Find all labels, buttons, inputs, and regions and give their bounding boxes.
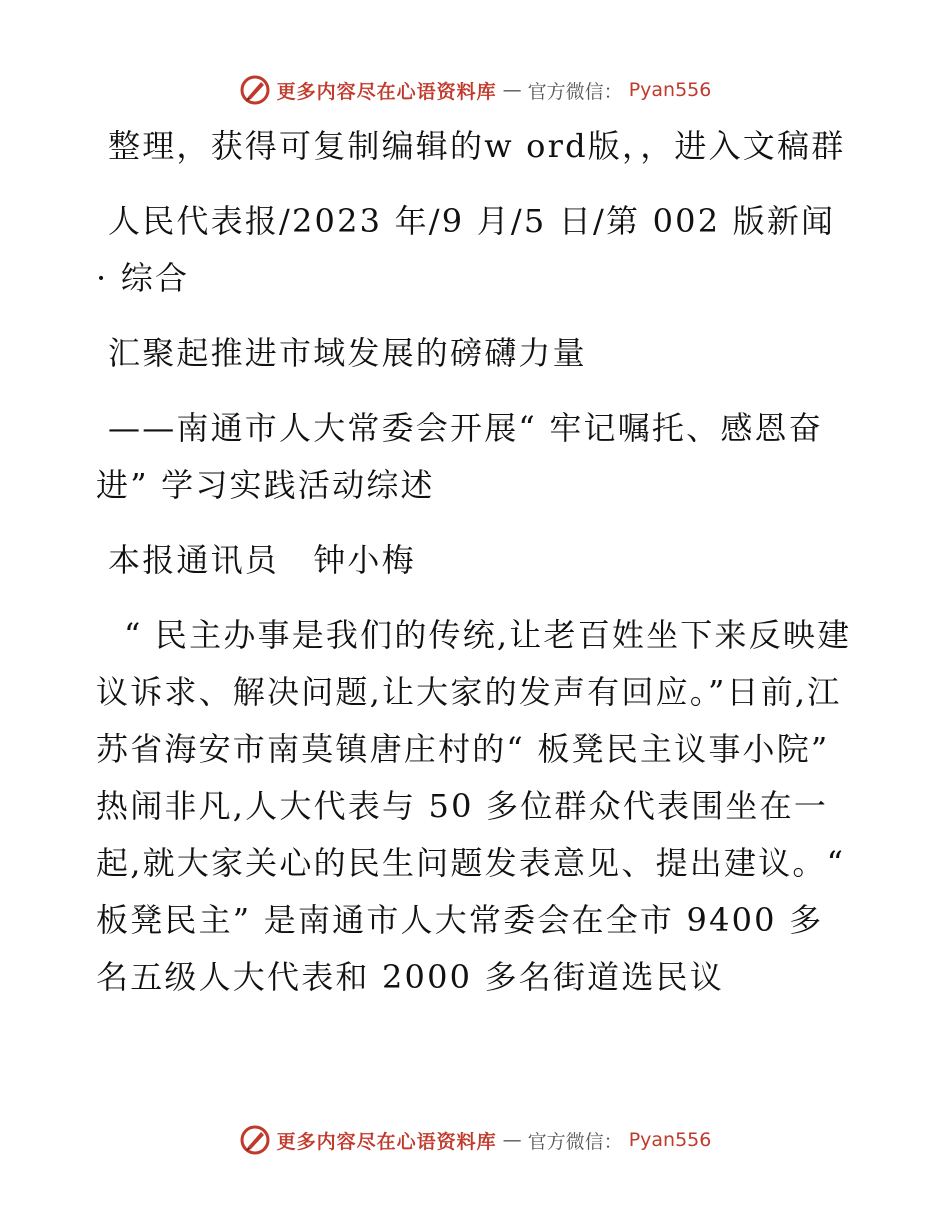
watermark-wechat-id: Pyan556 <box>628 79 712 101</box>
pen-logo-icon <box>239 1124 271 1156</box>
subheadline: ——南通市人大常委会开展“ 牢记嘱托、感恩奋进” 学习实践活动综述 <box>96 409 823 504</box>
intro-note: 整理，获得可复制编辑的w ord版，，进入文稿群 <box>108 127 846 165</box>
body-paragraph: “ 民主办事是我们的传统,让老百姓坐下来反映建议诉求、解决问题,让大家的发声有回应。”日前,江苏省海安市南莫镇唐庄村的“ 板凳民主议事小院” 热闹非凡,人大代表与 50 多位群众代表围坐在一起,就大家关心的民生问题发表意见、提出建议。“ 板凳民主” 是南通市人大常委会在全市 9400 多名五级人大代表和 2000 多名街道选民议 <box>96 616 852 996</box>
watermark-wechat-id: Pyan556 <box>628 1129 712 1151</box>
watermark-brand: 更多内容尽在心语资料库 <box>276 1130 497 1153</box>
watermark-separator: — <box>502 79 522 101</box>
document-content <box>96 118 856 1024</box>
pen-logo-icon <box>239 74 271 106</box>
watermark-label: 官方微信： <box>527 1130 623 1153</box>
watermark-header <box>0 70 950 110</box>
watermark-footer <box>0 1120 950 1160</box>
watermark-label: 官方微信： <box>527 80 623 103</box>
headline: 汇聚起推进市域发展的磅礴力量 <box>108 334 587 372</box>
byline: 本报通讯员 钟小梅 <box>108 541 416 579</box>
watermark-separator: — <box>502 1129 522 1151</box>
source-line: 人民代表报/2023 年/9 月/5 日/第 002 版新闻 · 综合 <box>96 202 836 297</box>
watermark-brand: 更多内容尽在心语资料库 <box>276 80 497 103</box>
